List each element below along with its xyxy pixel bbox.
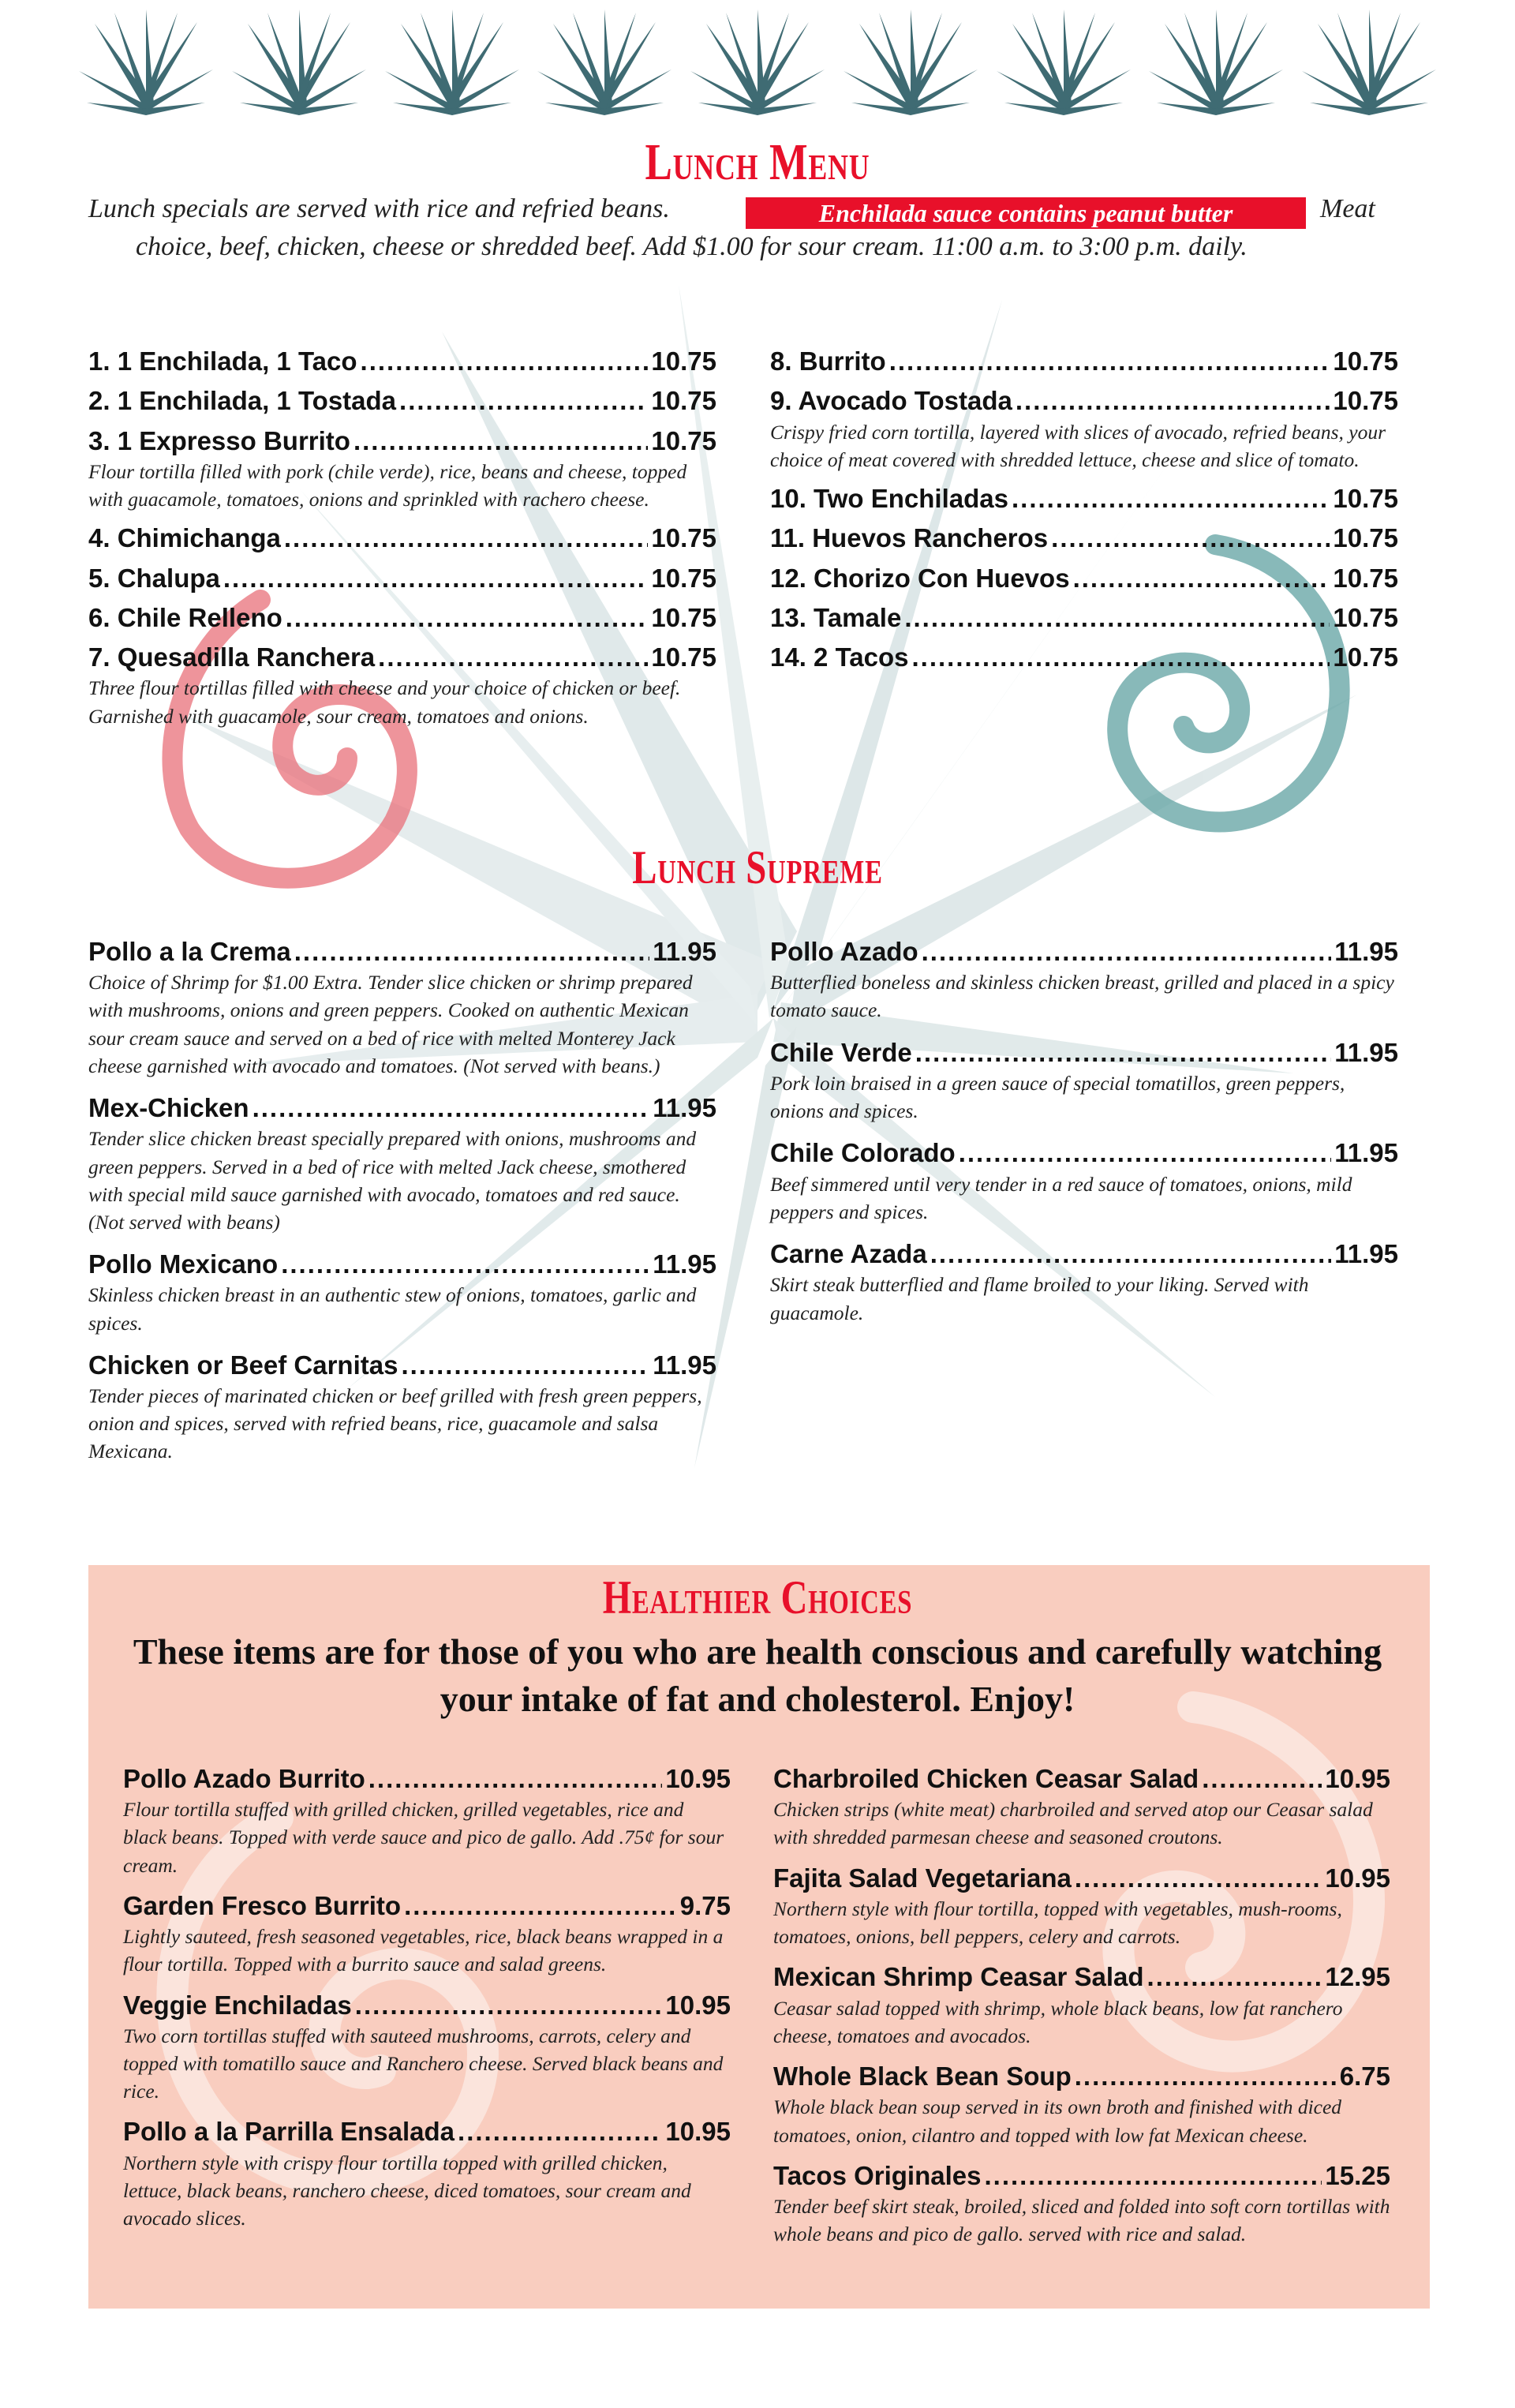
menu-item-price: 10.75: [651, 386, 716, 416]
menu-item-description: Beef simmered until very tender in a red sauce of tomatoes, onions, mild peppers and spices.: [770, 1172, 1352, 1223]
menu-item-row: [123, 2118, 731, 2146]
menu-item: [88, 1094, 716, 1236]
menu-item: [88, 643, 716, 730]
menu-item-price: 6.75: [1339, 2062, 1390, 2092]
dot-leader: [361, 347, 649, 376]
menu-item-row: [773, 1963, 1390, 1991]
lunch-menu-title: Lunch Menu: [645, 133, 870, 191]
menu-item-row: [770, 1039, 1398, 1067]
menu-item-description: Choice of Shrimp for $1.00 Extra. Tender slice chicken or shrimp prepared with mushrooms, onions and green peppers. Cooked on authentic Mexican sour cream sauce and served on a bed of rice with melted Monterey Jack cheese garnished with avocado and tomatoes. (Not served with beans.): [88, 971, 693, 1077]
menu-item-description: Pork loin braised in a green sauce of special tomatillos, green peppers, onions and spices.: [770, 1071, 1345, 1123]
menu-item-name: 14. 2 Tacos: [770, 642, 909, 672]
menu-item-row: [88, 1094, 716, 1122]
menu-item-price: 10.75: [651, 563, 716, 593]
dot-leader: [281, 1250, 649, 1279]
agave-icon: [997, 8, 1131, 118]
menu-item-price: 11.95: [1334, 1138, 1398, 1168]
menu-item-name: Garden Fresco Burrito: [123, 1890, 402, 1920]
menu-item-price: 11.95: [653, 937, 716, 966]
menu-item-price: 11.95: [1334, 937, 1398, 966]
menu-item-row: [770, 485, 1398, 513]
dot-leader: [1012, 485, 1330, 513]
menu-item-description: Ceasar salad topped with shrimp, whole black beans, low fat ranchero cheese, tomatoes and avocados.: [773, 1996, 1343, 2047]
menu-item-row: [773, 1864, 1390, 1893]
menu-item-name: 4. Chimichanga: [88, 523, 281, 553]
menu-item-price: 10.95: [665, 1764, 731, 1793]
menu-item-row: [88, 604, 716, 632]
menu-item-row: [123, 1892, 731, 1920]
dot-leader: [889, 347, 1330, 376]
menu-item: [88, 387, 716, 415]
menu-item-name: Pollo Azado Burrito: [123, 1764, 365, 1793]
dot-leader: [399, 387, 648, 415]
menu-item: [770, 1039, 1398, 1125]
menu-item-name: Pollo a la Crema: [88, 937, 291, 966]
lunch-supreme-left-column: [88, 938, 716, 1480]
menu-item: [88, 1250, 716, 1337]
menu-item-price: 12.95: [1325, 1962, 1390, 1992]
menu-item: [770, 524, 1398, 552]
intro-line-1: Lunch specials are served with rice and refried beans.: [88, 194, 670, 223]
menu-item-price: 11.95: [1334, 1239, 1398, 1269]
menu-item-description: Tender beef skirt steak, broiled, sliced and folded into soft corn tortillas with whole beans and pico de gallo. served with rice and salad.: [773, 2194, 1390, 2246]
dot-leader: [1202, 1765, 1322, 1793]
menu-item-price: 10.75: [1333, 563, 1398, 593]
menu-item-description: Northern style with crispy flour tortilla topped with grilled chicken, lettuce, black beans, ranchero cheese, diced tomatoes, sour cream and avocado slices.: [123, 2151, 691, 2230]
menu-item-row: [770, 387, 1398, 415]
menu-item-name: 2. 1 Enchilada, 1 Tostada: [88, 386, 397, 416]
menu-item: [88, 604, 716, 632]
menu-item: [770, 1139, 1398, 1226]
menu-item-name: Charbroiled Chicken Ceasar Salad: [773, 1764, 1199, 1793]
dot-leader: [1075, 1864, 1322, 1893]
menu-item-name: Chicken or Beef Carnitas: [88, 1350, 398, 1380]
menu-item-name: 5. Chalupa: [88, 563, 220, 593]
menu-item: [88, 938, 716, 1080]
menu-item: [770, 643, 1398, 672]
menu-item-name: Carne Azada: [770, 1239, 927, 1269]
menu-item-price: 11.95: [653, 1249, 716, 1279]
menu-item-row: [88, 1351, 716, 1380]
menu-item-price: 10.75: [1333, 602, 1398, 632]
dot-leader: [1051, 524, 1330, 552]
healthier-left-column: [123, 1765, 731, 2245]
menu-item-row: [770, 347, 1398, 376]
lunch-supreme-right-column: [770, 938, 1398, 1341]
dot-leader: [284, 524, 649, 552]
menu-item: [88, 347, 716, 376]
dot-leader: [378, 643, 648, 672]
menu-item: [770, 564, 1398, 593]
healthier-choices-subtitle-text: These items are for those of you who are health conscious and carefully watching your intake of fat and cholesterol. Enjoy!: [133, 1631, 1382, 1719]
menu-item: [770, 604, 1398, 632]
dot-leader: [915, 1039, 1331, 1067]
menu-item-description: Three flour tortillas filled with cheese and your choice of chicken or beef. Garnished with guacamole, sour cream, tomatoes and onions.: [88, 676, 681, 728]
dot-leader: [1016, 387, 1330, 415]
menu-item-name: Pollo Mexicano: [88, 1249, 279, 1279]
menu-item-name: 1. 1 Enchilada, 1 Taco: [88, 346, 357, 376]
menu-item-row: [770, 564, 1398, 593]
intro-line-2: choice, beef, chicken, cheese or shredded beef. Add $1.00 for sour cream. 11:00 a.m. to 3:00 p.m. daily.: [136, 232, 1248, 261]
dot-leader: [458, 2118, 662, 2146]
menu-item-price: 10.75: [1333, 523, 1398, 553]
menu-item-description: Tender pieces of marinated chicken or beef grilled with fresh green peppers, onion and spices, served with refried beans, rice, guacamole and salsa Mexicana.: [88, 1384, 702, 1463]
menu-item-row: [88, 347, 716, 376]
menu-item-name: 9. Avocado Tostada: [770, 386, 1012, 416]
menu-item: [123, 1765, 731, 1879]
agave-icon: [690, 8, 825, 118]
menu-item-name: 6. Chile Relleno: [88, 602, 282, 632]
menu-item: [123, 1892, 731, 1979]
menu-item-name: Chile Verde: [770, 1037, 912, 1067]
menu-item-description: Skinless chicken breast in an authentic stew of onions, tomatoes, garlic and spices.: [88, 1283, 697, 1335]
healthier-choices-title: Healthier Choices: [602, 1571, 913, 1623]
menu-item: [770, 1240, 1398, 1327]
menu-item-price: 9.75: [679, 1890, 731, 1920]
menu-item-description: Flour tortilla stuffed with grilled chicken, grilled vegetables, rice and black beans. Topped with verde sauce and pico de gallo. Add .75¢ for sour cream.: [123, 1798, 724, 1877]
menu-item-description: Lightly sauteed, fresh seasoned vegetables, rice, black beans wrapped in a flour tortilla. Topped with a burrito sauce and salad greens.: [123, 1925, 724, 1976]
menu-item: [88, 427, 716, 514]
menu-item-name: 11. Huevos Rancheros: [770, 523, 1049, 553]
menu-item: [88, 564, 716, 593]
dot-leader: [355, 1991, 663, 2020]
lunch-menu-left-column: [88, 347, 716, 741]
menu-item-price: 10.75: [1333, 483, 1398, 513]
menu-item: [773, 1864, 1390, 1951]
menu-item-price: 10.75: [1333, 386, 1398, 416]
dot-leader: [930, 1240, 1332, 1268]
menu-item-price: 10.95: [1325, 1764, 1390, 1793]
menu-item: [773, 2062, 1390, 2149]
dot-leader: [1075, 2062, 1337, 2091]
menu-item-row: [88, 387, 716, 415]
intro-meat-label: Meat: [1320, 194, 1375, 223]
menu-item-price: 10.75: [651, 523, 716, 553]
menu-item-name: Pollo Azado: [770, 937, 918, 966]
menu-item-name: 8. Burrito: [770, 346, 886, 376]
menu-item-row: [770, 643, 1398, 672]
dot-leader: [401, 1351, 649, 1380]
menu-item-price: 10.75: [1333, 346, 1398, 376]
menu-item-description: Chicken strips (white meat) charbroiled and served atop our Ceasar salad with shredded parmesan cheese and seasoned croutons.: [773, 1798, 1373, 1849]
menu-item-row: [770, 524, 1398, 552]
menu-item-row: [770, 1240, 1398, 1268]
menu-item: [773, 1963, 1390, 2050]
menu-item-name: 10. Two Enchiladas: [770, 483, 1008, 513]
healthier-choices-subtitle: [0, 1628, 1515, 1723]
menu-item-name: Whole Black Bean Soup: [773, 2062, 1072, 2092]
dot-leader: [984, 2162, 1322, 2190]
dot-leader: [252, 1094, 650, 1122]
menu-item: [770, 938, 1398, 1024]
menu-item-price: 10.75: [1333, 642, 1398, 672]
dot-leader: [223, 564, 649, 593]
agave-icon: [232, 8, 366, 118]
menu-item-price: 10.95: [665, 2117, 731, 2147]
agave-header-row: [79, 8, 1436, 118]
lunch-menu-right-column: [770, 347, 1398, 683]
menu-item-name: Mexican Shrimp Ceasar Salad: [773, 1962, 1144, 1992]
menu-item-price: 10.75: [651, 642, 716, 672]
dot-leader: [904, 604, 1330, 632]
menu-item: [123, 2118, 731, 2232]
dot-leader: [912, 643, 1330, 672]
menu-item-description: Skirt steak butterflied and flame broiled to your liking. Served with guacamole.: [770, 1273, 1309, 1324]
menu-item-description: Two corn tortillas stuffed with sauteed mushrooms, carrots, celery and topped with tomatillo sauce and Ranchero cheese. Served black beans and rice.: [123, 2024, 724, 2103]
dot-leader: [404, 1892, 677, 1920]
menu-item-row: [88, 1250, 716, 1279]
peanut-butter-notice: Enchilada sauce contains peanut butter: [746, 197, 1306, 229]
menu-item-description: Whole black bean soup served in its own broth and finished with diced tomatoes, onion, cilantro and topped with low fat Mexican cheese.: [773, 2095, 1342, 2147]
menu-item-row: [773, 2162, 1390, 2190]
menu-item-row: [773, 1765, 1390, 1793]
agave-icon: [79, 8, 213, 118]
dot-leader: [1147, 1963, 1322, 1991]
menu-item-price: 10.75: [651, 346, 716, 376]
healthier-right-column: [773, 1765, 1390, 2260]
menu-item: [770, 347, 1398, 376]
menu-item: [773, 2162, 1390, 2249]
agave-icon: [385, 8, 519, 118]
menu-item-name: Fajita Salad Vegetariana: [773, 1863, 1072, 1893]
menu-item-description: Crispy fried corn tortilla, layered with slices of avocado, refried beans, your choice of meat covered with shredded lettuce, cheese and slice of tomato.: [770, 420, 1386, 471]
menu-item-price: 10.75: [651, 602, 716, 632]
dot-leader: [294, 938, 649, 966]
menu-item-row: [88, 427, 716, 455]
dot-leader: [368, 1765, 663, 1793]
menu-item-row: [123, 1991, 731, 2020]
menu-item-row: [88, 564, 716, 593]
agave-icon: [1302, 8, 1436, 118]
menu-item-row: [770, 938, 1398, 966]
menu-item: [770, 485, 1398, 513]
menu-item-price: 11.95: [1334, 1037, 1398, 1067]
menu-item-row: [88, 938, 716, 966]
menu-item-description: Tender slice chicken breast specially prepared with onions, mushrooms and green peppers. Served in a bed of rice with melted Jack cheese, smothered with special mild sauce garnished with avocado, tomatoes and red sauce. (Not served with beans): [88, 1127, 697, 1234]
agave-icon: [537, 8, 671, 118]
menu-item-name: Tacos Originales: [773, 2160, 982, 2190]
dot-leader: [922, 938, 1332, 966]
menu-item-name: 7. Quesadilla Ranchera: [88, 642, 376, 672]
menu-item-name: Mex-Chicken: [88, 1093, 249, 1123]
menu-item: [770, 387, 1398, 474]
menu-item: [88, 524, 716, 552]
agave-icon: [844, 8, 978, 118]
menu-item-row: [773, 2062, 1390, 2091]
menu-item: [773, 1765, 1390, 1852]
menu-item-name: 13. Tamale: [770, 602, 902, 632]
lunch-supreme-title: Lunch Supreme: [632, 841, 883, 893]
menu-item-price: 15.25: [1325, 2160, 1390, 2190]
dot-leader: [286, 604, 649, 632]
dot-leader: [354, 427, 648, 455]
agave-icon: [1149, 8, 1283, 118]
menu-item-row: [88, 524, 716, 552]
menu-item-name: 3. 1 Expresso Burrito: [88, 425, 350, 455]
menu-item-row: [770, 604, 1398, 632]
menu-item-name: 12. Chorizo Con Huevos: [770, 563, 1070, 593]
menu-item-price: 10.75: [651, 425, 716, 455]
menu-item-row: [123, 1765, 731, 1793]
menu-item-description: Flour tortilla filled with pork (chile verde), rice, beans and cheese, topped with guacamole, tomatoes, onions and sprinkled with rachero cheese.: [88, 459, 687, 511]
menu-item-price: 11.95: [653, 1350, 716, 1380]
menu-item-price: 10.95: [665, 1990, 731, 2020]
menu-item-row: [770, 1139, 1398, 1167]
menu-item-row: [88, 643, 716, 672]
menu-item-price: 10.95: [1325, 1863, 1390, 1893]
dot-leader: [959, 1139, 1332, 1167]
menu-item: [88, 1351, 716, 1466]
menu-item-name: Chile Colorado: [770, 1138, 956, 1168]
menu-item-name: Pollo a la Parrilla Ensalada: [123, 2117, 455, 2147]
menu-item: [123, 1991, 731, 2106]
dot-leader: [1073, 564, 1330, 593]
menu-item-description: Butterflied boneless and skinless chicken breast, grilled and placed in a spicy tomato sauce.: [770, 971, 1394, 1022]
menu-item-name: Veggie Enchiladas: [123, 1990, 352, 2020]
menu-item-description: Northern style with flour tortilla, topped with vegetables, mush-rooms, tomatoes, onions, bell peppers, celery and carrots.: [773, 1897, 1342, 1949]
menu-item-price: 11.95: [653, 1093, 716, 1123]
